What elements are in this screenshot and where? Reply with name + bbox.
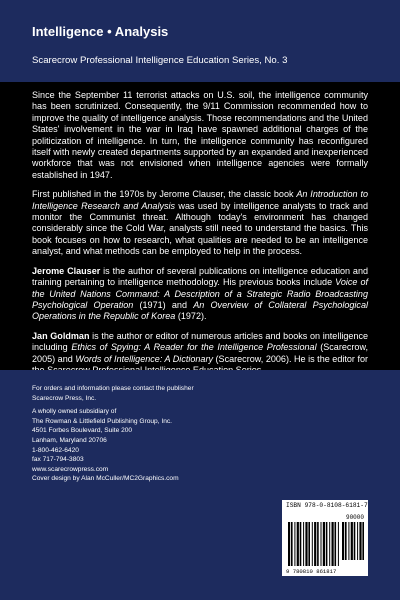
paragraph-text: (Scarecrow, 2006). He is the editor for bbox=[215, 353, 369, 364]
paragraph-text: (1971) and bbox=[133, 299, 194, 310]
book-title: Ethics of Spying: A Reader for the Intelligence Professional bbox=[71, 342, 317, 353]
address-line-1: 4501 Forbes Boulevard, Suite 200 bbox=[32, 427, 133, 435]
description-panel bbox=[0, 82, 400, 370]
description-paragraph-1: Since the September 11 terrorist attacks on U.S. soil, the intelligence community has been scrutinized. Consequently, the 9/11 Commission recommended how to improve the quality of intelligence analysis. Those recommendations and the United States' involvement in the war in Iraq have spawned additional charges of the politicization of intelligence. In turn, the intelligence community has reconfigured itself with newly created departments supported by an expanded and inexperienced workforce that was not envisioned when intelligence agencies were formally established in 1947. bbox=[32, 90, 368, 180]
barcode-main-icon bbox=[288, 522, 340, 566]
paragraph-text: (Scarecrow, 2005) and bbox=[32, 342, 368, 364]
fax-number: fax 717-794-3803 bbox=[32, 456, 84, 464]
subsidiary-note: A wholly owned subsidiary of bbox=[32, 408, 117, 416]
book-title: Voice of the United Nations Command: A Description of a Strategic Radio Broadcasting Psychological Operation bbox=[32, 277, 369, 310]
isbn-label: ISBN 978-0-8108-6181-7 bbox=[286, 502, 368, 509]
paragraph-text: (1972). bbox=[175, 311, 207, 322]
ean-digits: 9 780810 861817 bbox=[286, 568, 337, 575]
contact-intro: For orders and information please contact the publisher bbox=[32, 385, 194, 392]
paragraph-text: was used by intelligence analysts to track and monitor the Communist threat. Although today's environment has changed considerably since the Cold War, analysts still need to understand the basics. This book focuses on how to research, what qualities are needed to be an intelligence analyst, and what methods can be employed to help in the process. bbox=[32, 200, 368, 257]
address-line-2: Lanham, Maryland 20706 bbox=[32, 436, 107, 444]
author-bio-clauser bbox=[32, 266, 368, 323]
book-title: Words of Intelligence: A Dictionary bbox=[75, 353, 213, 364]
series-label: Scarecrow Professional Intelligence Education Series, No. 3 bbox=[32, 55, 288, 66]
website-link[interactable]: www.scarecrowpress.com bbox=[32, 465, 109, 473]
barcode-addon-icon bbox=[342, 522, 364, 560]
paragraph-text: is the author of several publications on intelligence education and training pertaining to intelligence methodology. His previous books include bbox=[32, 265, 369, 288]
header-band bbox=[0, 0, 400, 82]
parent-company: The Rowman & Littlefield Publishing Group, Inc. bbox=[32, 417, 173, 425]
category-label: Intelligence • Analysis bbox=[32, 24, 169, 39]
author-name: Jan Goldman bbox=[32, 330, 90, 341]
paragraph-text: First published in the 1970s by Jerome Clauser, the classic book bbox=[32, 189, 297, 200]
book-title: An Introduction to Intelligence Research and Analysis bbox=[32, 189, 368, 211]
paragraph-text: is the author or editor of numerous articles and books on intelligence including bbox=[32, 330, 368, 353]
cover-design-credit: Cover design by Alan McCuller/MC2Graphics.com bbox=[32, 475, 179, 483]
book-title: An Overview of Collateral Psychological Operations in the Republic of Korea bbox=[32, 299, 368, 322]
description-paragraph-2 bbox=[32, 189, 368, 257]
price-code: 90000 bbox=[345, 514, 364, 521]
author-name: Jerome Clauser bbox=[32, 265, 101, 276]
footer-band bbox=[0, 370, 400, 600]
publisher-name: Scarecrow Press, Inc. bbox=[32, 394, 97, 402]
phone-number: 1-800-462-6420 bbox=[32, 446, 79, 454]
publisher-contact bbox=[32, 384, 282, 484]
barcode-panel bbox=[282, 500, 368, 576]
